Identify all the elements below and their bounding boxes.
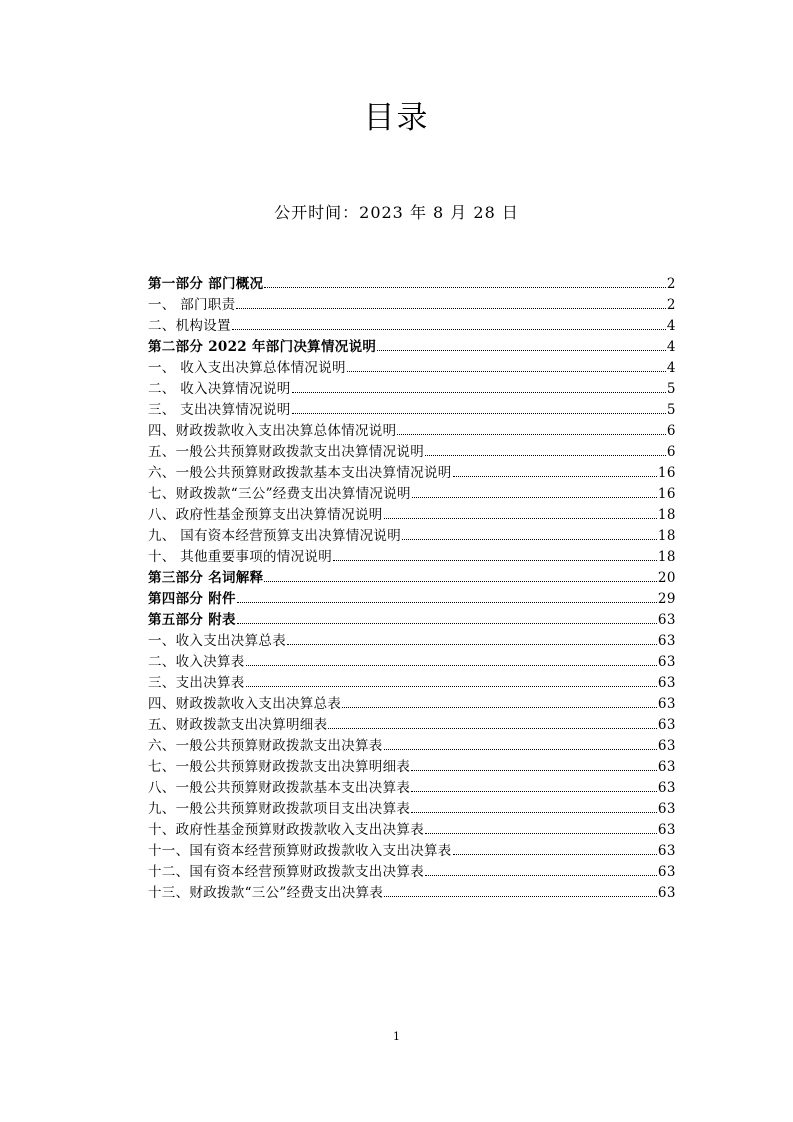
page-number: 1 <box>393 1030 400 1043</box>
toc-leader-dots <box>411 791 657 792</box>
toc-section-heading[interactable] <box>148 589 676 610</box>
toc-entry-label: 十、 其他重要事项的情况说明 <box>148 549 332 565</box>
toc-leader-dots <box>328 728 656 729</box>
toc-leader-dots <box>425 833 657 834</box>
toc-entry[interactable] <box>148 295 676 316</box>
toc-leader-dots <box>237 602 657 603</box>
toc-entry[interactable] <box>148 631 676 652</box>
toc-entry-page: 2 <box>666 276 676 292</box>
toc-leader-dots <box>342 707 657 708</box>
toc-entry[interactable] <box>148 694 676 715</box>
toc-entry[interactable] <box>148 547 676 568</box>
toc-entry-label: 十三、财政拨款“三公”经费支出决算表 <box>148 885 384 901</box>
toc-entry[interactable] <box>148 379 676 400</box>
toc-leader-dots <box>384 518 657 519</box>
toc-entry-page: 4 <box>666 318 676 334</box>
toc-entry-page: 18 <box>657 507 676 523</box>
toc-entry-label: 第二部分 2022 年部门决算情况说明 <box>148 339 377 355</box>
toc-entry-page: 5 <box>666 402 676 418</box>
toc-entry-page: 63 <box>657 843 676 859</box>
toc-entry-label: 七、财政拨款“三公”经费支出决算情况说明 <box>148 486 411 502</box>
toc-entry-label: 六、一般公共预算财政拨款支出决算表 <box>148 738 383 754</box>
toc-entry-page: 63 <box>657 612 676 628</box>
toc-leader-dots <box>377 350 666 351</box>
toc-entry[interactable] <box>148 841 676 862</box>
publish-date: 公开时间：2023 年 8 月 28 日 <box>274 203 519 222</box>
toc-entry-page: 4 <box>666 360 676 376</box>
toc-entry-page: 63 <box>657 780 676 796</box>
toc-section-heading[interactable] <box>148 337 676 358</box>
toc-entry-label: 八、一般公共预算财政拨款基本支出决算表 <box>148 780 411 796</box>
toc-entry[interactable] <box>148 442 676 463</box>
toc-leader-dots <box>246 665 657 666</box>
toc-entry[interactable] <box>148 463 676 484</box>
toc-entry-label: 九、 国有资本经营预算支出决算情况说明 <box>148 528 401 544</box>
toc-entry-label: 第一部分 部门概况 <box>148 276 264 292</box>
toc-entry-page: 4 <box>666 339 676 355</box>
toc-entry-page: 16 <box>657 486 676 502</box>
toc-entry-page: 2 <box>666 297 676 313</box>
toc-leader-dots <box>232 329 666 330</box>
toc-entry-label: 二、机构设置 <box>148 318 231 334</box>
toc-entry-label: 九、一般公共预算财政拨款项目支出决算表 <box>148 801 411 817</box>
toc-entry-page: 63 <box>657 675 676 691</box>
toc-entry-page: 6 <box>666 423 676 439</box>
toc-entry-page: 63 <box>657 738 676 754</box>
toc-entry[interactable] <box>148 358 676 379</box>
toc-entry-label: 二、 收入决算情况说明 <box>148 381 291 397</box>
toc-entry-page: 5 <box>666 381 676 397</box>
toc-leader-dots <box>453 476 657 477</box>
toc-entry-label: 第五部分 附表 <box>148 612 236 628</box>
toc-entry-label: 四、财政拨款收入支出决算总体情况说明 <box>148 423 397 439</box>
toc-entry-page: 18 <box>657 549 676 565</box>
toc-leader-dots <box>425 875 657 876</box>
toc-leader-dots <box>425 455 666 456</box>
toc-leader-dots <box>411 770 657 771</box>
toc-entry-page: 20 <box>657 570 676 586</box>
toc-entry-page: 63 <box>657 717 676 733</box>
toc-entry-page: 63 <box>657 885 676 901</box>
toc-entry[interactable] <box>148 757 676 778</box>
table-of-contents <box>148 274 676 904</box>
toc-leader-dots <box>292 392 666 393</box>
toc-entry-label: 三、 支出决算情况说明 <box>148 402 291 418</box>
toc-entry-label: 六、一般公共预算财政拨款基本支出决算情况说明 <box>148 465 452 481</box>
toc-section-heading[interactable] <box>148 274 676 295</box>
toc-entry-label: 一、收入支出决算总表 <box>148 633 286 649</box>
toc-leader-dots <box>384 749 657 750</box>
toc-leader-dots <box>384 896 657 897</box>
toc-entry-label: 七、一般公共预算财政拨款支出决算明细表 <box>148 759 411 775</box>
toc-entry-page: 29 <box>657 591 676 607</box>
toc-entry[interactable] <box>148 736 676 757</box>
toc-leader-dots <box>347 371 666 372</box>
page-title: 目录 <box>363 100 430 136</box>
toc-entry[interactable] <box>148 799 676 820</box>
toc-entry[interactable] <box>148 673 676 694</box>
toc-entry-label: 二、收入决算表 <box>148 654 245 670</box>
toc-entry[interactable] <box>148 652 676 673</box>
toc-leader-dots <box>397 434 666 435</box>
toc-entry-label: 一、 收入支出决算总体情况说明 <box>148 360 346 376</box>
toc-leader-dots <box>412 497 657 498</box>
toc-entry[interactable] <box>148 316 676 337</box>
toc-entry-page: 16 <box>657 465 676 481</box>
toc-entry-page: 63 <box>657 864 676 880</box>
toc-leader-dots <box>264 581 656 582</box>
toc-entry[interactable] <box>148 400 676 421</box>
toc-leader-dots <box>264 287 666 288</box>
toc-entry-page: 63 <box>657 759 676 775</box>
toc-entry[interactable] <box>148 526 676 547</box>
toc-entry-label: 三、支出决算表 <box>148 675 245 691</box>
toc-entry-page: 6 <box>666 444 676 460</box>
toc-entry-label: 第四部分 附件 <box>148 591 236 607</box>
toc-entry[interactable] <box>148 505 676 526</box>
toc-entry-label: 五、财政拨款支出决算明细表 <box>148 717 328 733</box>
toc-entry-label: 十、政府性基金预算财政拨款收入支出决算表 <box>148 822 424 838</box>
toc-entry[interactable] <box>148 862 676 883</box>
toc-leader-dots <box>333 560 657 561</box>
toc-leader-dots <box>287 644 657 645</box>
toc-leader-dots <box>246 686 657 687</box>
toc-entry-page: 63 <box>657 696 676 712</box>
toc-entry-page: 63 <box>657 654 676 670</box>
toc-entry[interactable] <box>148 715 676 736</box>
toc-entry[interactable] <box>148 883 676 904</box>
toc-entry-label: 一、 部门职责 <box>148 297 236 313</box>
toc-entry-label: 八、政府性基金预算支出决算情况说明 <box>148 507 383 523</box>
toc-entry[interactable] <box>148 778 676 799</box>
toc-entry-page: 63 <box>657 801 676 817</box>
toc-leader-dots <box>402 539 657 540</box>
toc-entry-label: 十二、国有资本经营预算财政拨款支出决算表 <box>148 864 424 880</box>
toc-entry-label: 五、一般公共预算财政拨款支出决算情况说明 <box>148 444 424 460</box>
toc-entry[interactable] <box>148 484 676 505</box>
toc-entry-label: 四、财政拨款收入支出决算总表 <box>148 696 342 712</box>
toc-leader-dots <box>292 413 666 414</box>
toc-entry-page: 63 <box>657 822 676 838</box>
toc-entry[interactable] <box>148 820 676 841</box>
toc-section-heading[interactable] <box>148 568 676 589</box>
toc-entry[interactable] <box>148 421 676 442</box>
toc-entry-label: 第三部分 名词解释 <box>148 570 264 586</box>
toc-entry-label: 十一、国有资本经营预算财政拨款收入支出决算表 <box>148 843 452 859</box>
toc-section-heading[interactable] <box>148 610 676 631</box>
toc-leader-dots <box>411 812 657 813</box>
toc-leader-dots <box>237 623 657 624</box>
toc-entry-page: 18 <box>657 528 676 544</box>
toc-leader-dots <box>453 854 657 855</box>
toc-entry-page: 63 <box>657 633 676 649</box>
toc-leader-dots <box>236 308 666 309</box>
